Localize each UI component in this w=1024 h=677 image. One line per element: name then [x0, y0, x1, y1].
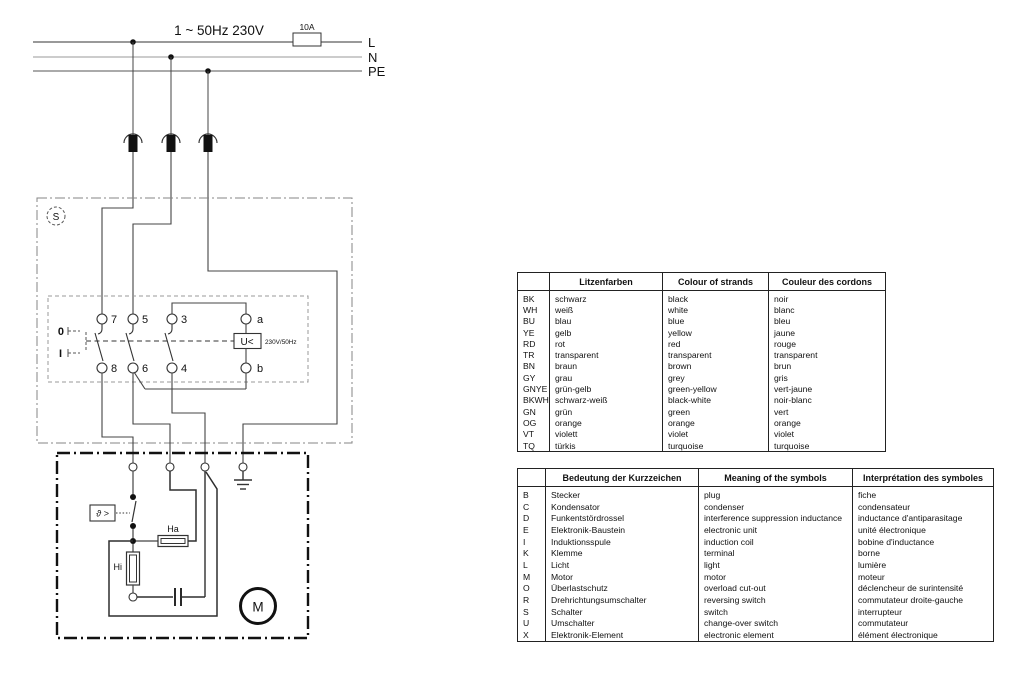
table-cell: overload cut-out	[699, 583, 853, 595]
switch-unit-boundary	[37, 198, 352, 443]
table-cell: violet	[663, 429, 769, 440]
table-cell: condensateur	[853, 501, 994, 513]
table-cell: BKWH	[523, 395, 549, 406]
table-cell: transparent	[663, 349, 769, 360]
table-cell: Drehrichtungsumschalter	[546, 594, 699, 606]
table-cell: transparent	[769, 349, 886, 360]
table-row	[518, 629, 994, 641]
table-cell: I	[523, 536, 526, 547]
table-cell: unité électronique	[853, 524, 994, 536]
table-row	[518, 429, 886, 440]
position-label-i: I	[58, 348, 62, 360]
table-row	[518, 524, 994, 536]
motor-label: M	[252, 599, 264, 615]
table-cell: induction coil	[699, 536, 853, 548]
table-cell: GNYE	[523, 384, 548, 395]
table-cell: rot	[550, 338, 663, 349]
table-cell: U	[523, 618, 530, 629]
table-cell: commutateur	[853, 618, 994, 630]
table-cell: D	[523, 513, 530, 524]
table-cell: jaune	[769, 327, 886, 338]
table-cell: rouge	[769, 338, 886, 349]
thermal-cutout-label: ϑ >	[96, 508, 109, 519]
table-cell: TR	[523, 350, 535, 361]
table-cell: noir-blanc	[769, 395, 886, 406]
switch-unit-label: S	[52, 212, 60, 223]
table-cell: BU	[523, 316, 535, 327]
thermal-cutout	[90, 471, 136, 544]
table-cell: déclencheur de surintensité	[853, 583, 994, 595]
table-cell: red	[663, 338, 769, 349]
rail-label-n: N	[368, 50, 378, 65]
feed-wires	[102, 152, 337, 463]
table-cell: TQ	[523, 440, 535, 451]
table-cell: yellow	[663, 327, 769, 338]
undervoltage-rating: 230V/50Hz	[265, 339, 297, 346]
table-header-row	[518, 469, 994, 487]
table-row	[518, 594, 994, 606]
switch-blades	[95, 324, 173, 361]
svg-text:5: 5	[142, 314, 149, 326]
capacitor-icon	[175, 588, 181, 606]
undervoltage-release	[234, 324, 297, 363]
table-cell: Elektronik-Element	[546, 629, 699, 641]
switch-unit-badge	[47, 207, 65, 225]
table-cell: WH	[523, 304, 538, 315]
table-cell: Überlastschutz	[546, 583, 699, 595]
table-row	[518, 501, 994, 513]
table-cell: switch	[699, 606, 853, 618]
table-cell: grey	[663, 372, 769, 383]
column-header	[518, 469, 546, 487]
table-row	[518, 372, 886, 383]
table-cell: change-over switch	[699, 618, 853, 630]
table-cell: grün-gelb	[550, 383, 663, 394]
symbol-meanings-table	[517, 468, 994, 642]
table-cell: Licht	[546, 559, 699, 571]
table-cell: Motor	[546, 571, 699, 583]
plug-icon	[162, 134, 180, 152]
table-row	[518, 338, 886, 349]
table-cell: Klemme	[546, 547, 699, 559]
main-winding-label: Ha	[167, 524, 179, 534]
table-cell: white	[663, 304, 769, 315]
table-cell: YE	[523, 327, 535, 338]
fuse-icon	[293, 22, 321, 46]
rail-label-l: L	[368, 35, 376, 50]
column-header: Couleur des cordons	[769, 273, 886, 291]
svg-text:6: 6	[142, 363, 149, 375]
main-winding	[136, 471, 196, 547]
table-cell: VT	[523, 429, 534, 440]
table-cell: turquoise	[663, 440, 769, 452]
table-cell: L	[523, 559, 528, 570]
table-header-row	[518, 273, 886, 291]
table-cell: blanc	[769, 304, 886, 315]
table-cell: BK	[523, 293, 535, 304]
earth-ground-icon	[234, 471, 252, 489]
table-cell: R	[523, 595, 530, 606]
table-cell: GY	[523, 372, 536, 383]
motor-icon	[241, 589, 276, 624]
table-cell: orange	[769, 417, 886, 428]
table-cell: OG	[523, 417, 537, 428]
table-cell: brown	[663, 361, 769, 372]
fuse-label: 10A	[299, 22, 315, 32]
table-cell: blau	[550, 316, 663, 327]
table-cell: weiß	[550, 304, 663, 315]
table-row	[518, 606, 994, 618]
table-cell: condenser	[699, 501, 853, 513]
table-row	[518, 583, 994, 595]
column-header: Bedeutung der Kurzzeichen	[546, 469, 699, 487]
table-cell: interference suppression inductance	[699, 512, 853, 524]
table-row	[518, 487, 994, 501]
table-cell: interrupteur	[853, 606, 994, 618]
table-cell: light	[699, 559, 853, 571]
table-cell: green-yellow	[663, 383, 769, 394]
table-cell: grün	[550, 406, 663, 417]
table-cell: Schalter	[546, 606, 699, 618]
svg-text:b: b	[257, 363, 264, 375]
table-row	[518, 536, 994, 548]
table-cell: vert	[769, 406, 886, 417]
table-cell: black-white	[663, 395, 769, 406]
table-row	[518, 547, 994, 559]
table-cell: élément électronique	[853, 629, 994, 641]
table-cell: X	[523, 630, 529, 641]
table-row	[518, 304, 886, 315]
table-cell: schwarz	[550, 291, 663, 305]
column-header: Interprétation des symboles	[853, 469, 994, 487]
table-cell: orange	[550, 417, 663, 428]
column-header	[518, 273, 550, 291]
table-row	[518, 559, 994, 571]
table-row	[518, 383, 886, 394]
table-cell: violet	[769, 429, 886, 440]
table-cell: vert-jaune	[769, 383, 886, 394]
table-cell: reversing switch	[699, 594, 853, 606]
supply-label: 1 ~ 50Hz 230V	[174, 23, 264, 38]
aux-winding	[114, 544, 174, 601]
svg-text:3: 3	[181, 314, 188, 326]
svg-text:a: a	[257, 314, 264, 326]
table-cell: fiche	[853, 487, 994, 501]
rail-label-pe: PE	[368, 64, 386, 79]
column-header: Litzenfarben	[550, 273, 663, 291]
table-cell: gris	[769, 372, 886, 383]
load-wires	[102, 372, 246, 463]
table-cell: Stecker	[546, 487, 699, 501]
table-cell: grau	[550, 372, 663, 383]
table-cell: plug	[699, 487, 853, 501]
table-row	[518, 361, 886, 372]
table-cell: türkis	[550, 440, 663, 452]
table-cell: C	[523, 501, 530, 512]
table-cell: bobine d'inductance	[853, 536, 994, 548]
plug-icons	[124, 134, 217, 152]
table-cell: moteur	[853, 571, 994, 583]
table-row	[518, 440, 886, 452]
column-header: Colour of strands	[663, 273, 769, 291]
table-row	[518, 349, 886, 360]
undervoltage-symbol: U<	[240, 337, 254, 348]
table-cell: RD	[523, 338, 536, 349]
table-cell: Elektronik-Baustein	[546, 524, 699, 536]
svg-text:7: 7	[111, 314, 118, 326]
table-cell: lumière	[853, 559, 994, 571]
table-cell: noir	[769, 291, 886, 305]
table-cell: black	[663, 291, 769, 305]
table-cell: bleu	[769, 316, 886, 327]
table-cell: electronic element	[699, 629, 853, 641]
table-cell: Kondensator	[546, 501, 699, 513]
table-cell: transparent	[550, 349, 663, 360]
table-cell: brun	[769, 361, 886, 372]
table-cell: GN	[523, 406, 536, 417]
table-cell: BN	[523, 361, 535, 372]
plug-icon	[199, 134, 217, 152]
table-cell: inductance d'antiparasitage	[853, 512, 994, 524]
table-cell: braun	[550, 361, 663, 372]
table-cell: orange	[663, 417, 769, 428]
table-cell: S	[523, 606, 529, 617]
motor-terminals	[129, 463, 247, 471]
table-cell: commutateur droite-gauche	[853, 594, 994, 606]
table-cell: Induktionsspule	[546, 536, 699, 548]
table-cell: schwarz-weiß	[550, 395, 663, 406]
table-cell: terminal	[699, 547, 853, 559]
table-cell: E	[523, 524, 529, 535]
table-cell: gelb	[550, 327, 663, 338]
table-cell: blue	[663, 316, 769, 327]
table-row	[518, 417, 886, 428]
table-row	[518, 316, 886, 327]
table-row	[518, 406, 886, 417]
coil-top-link-wire	[172, 303, 246, 314]
table-cell: M	[523, 571, 531, 582]
table-cell: motor	[699, 571, 853, 583]
aux-winding-label: Hi	[113, 562, 122, 572]
table-row	[518, 327, 886, 338]
table-cell: B	[523, 489, 529, 500]
column-header: Meaning of the symbols	[699, 469, 853, 487]
position-label-0: 0	[57, 326, 64, 338]
table-row	[518, 395, 886, 406]
switch-position-marks	[68, 327, 86, 357]
table-row	[518, 571, 994, 583]
table-row	[518, 512, 994, 524]
table-row	[518, 291, 886, 305]
table-cell: borne	[853, 547, 994, 559]
table-cell: violett	[550, 429, 663, 440]
table-cell: turquoise	[769, 440, 886, 452]
plug-icon	[124, 134, 142, 152]
svg-text:4: 4	[181, 363, 188, 375]
table-cell: electronic unit	[699, 524, 853, 536]
table-cell: Umschalter	[546, 618, 699, 630]
strand-colors-table	[517, 272, 886, 452]
table-cell: green	[663, 406, 769, 417]
table-cell: K	[523, 548, 529, 559]
table-cell: O	[523, 583, 530, 594]
svg-text:8: 8	[111, 363, 118, 375]
table-cell: Funkentstördrossel	[546, 512, 699, 524]
table-row	[518, 618, 994, 630]
contact-terminals	[97, 314, 254, 373]
